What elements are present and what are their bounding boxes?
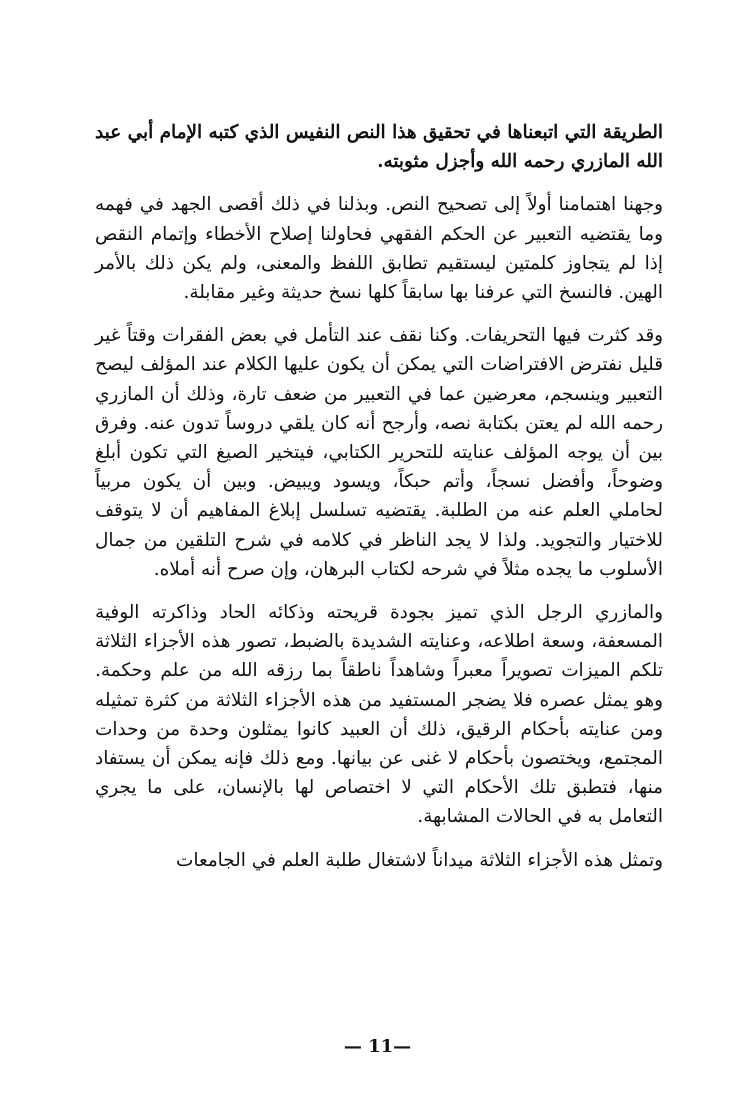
- paragraph-intro: الطريقة التي اتبعناها في تحقيق هذا النص النفيس الذي كتبه الإمام أبي عبد الله المازري رحمه الله وأجزل مثوبته.: [95, 122, 663, 173]
- paragraph: وقد كثرت فيها التحريفات. وكنا نقف عند التأمل في بعض الفقرات وقتاً غير قليل نفترض الافتراضات التي يمكن أن يكون عليها الكلام عند المؤلف ليصح التعبير وينسجم، معرضين عما في التعبير من ضعف تارة، وذلك أن المازري رحمه الله لم يعتن بكتابة نصه، وأرجح أنه كان يلقي دروساً تدون عنه. وفرق بين أن يوجه المؤلف عنايته للتحرير الكتابي، فيتخير الصيغ التي تكون أبلغ وضوحاً، وأفضل نسجاً، وأتم حبكاً، ويسود ويبيض. وبين أن يكون مربياً لحاملي العلم عنه من الطلبة. يقتضيه تسلسل إبلاغ المفاهيم أن لا يتوقف للاختيار والتجويد. ولذا لا يجد الناظر في كلامه في شرح التلقين من جمال الأسلوب ما يجده مثلاً في شرحه لكتاب البرهان، وإن صرح أنه أملاه.: [95, 325, 663, 580]
- paragraph: وتمثل هذه الأجزاء الثلاثة ميداناً لاشتغال طلبة العلم في الجامعات: [176, 849, 663, 871]
- page-number: — 11—: [343, 1036, 412, 1057]
- body-text: [95, 118, 663, 889]
- paragraph: وجهنا اهتمامنا أولاً إلى تصحيح النص. وبذلنا في ذلك أقصى الجهد في فهمه وما يقتضيه التعبير عن الحكم الفقهي فحاولنا إصلاح الأخطاء وإتمام النقص إذا لم يتجاوز كلمتين ليستقيم تطابق اللفظ والمعنى، ولم يكن ذلك بالأمر الهين. فالنسخ التي عرفنا بها سابقاً كلها نسخ حديثة وغير مقابلة.: [95, 194, 663, 304]
- paragraph: والمازري الرجل الذي تميز بجودة قريحته وذكائه الحاد وذاكرته الوفية المسعفة، وسعة اطلاعه، وعنايته الشديدة بالضبط، تصور هذه الأجزاء الثلاثة تلكم الميزات تصويراً معبراً وشاهداً ناطقاً بما رزقه الله من علم وحكمة. وهو يمثل عصره فلا يضجر المستفيد من هذه الأجزاء الثلاثة من كثرة تمثيله ومن عنايته بأحكام الرقيق، ذلك أن العبيد كانوا يمثلون وحدة من وحدات المجتمع، ويختصون بأحكام لا غنى عن بيانها. ومع ذلك فإنه يمكن أن يستفاد منها، فتطبق تلك الأحكام التي لا اختصاص لها بالإنسان، على ما يجري التعامل به في الحالات المشابهة.: [95, 602, 663, 828]
